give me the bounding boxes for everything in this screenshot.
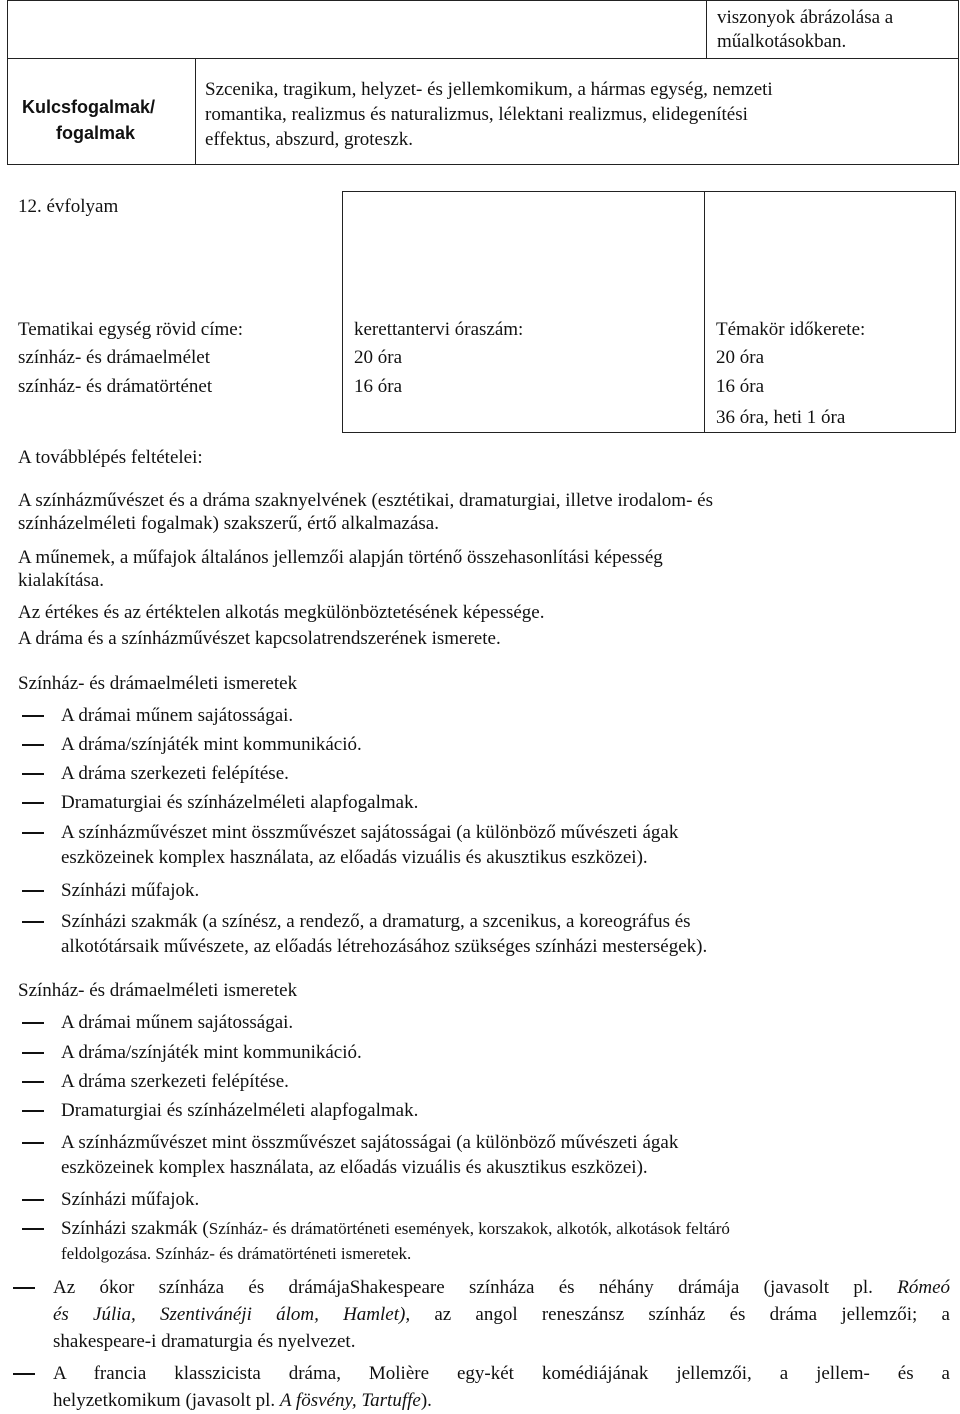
history-item-1-titles: és Júlia, Szentivánéji álom, Hamlet), bbox=[53, 1304, 411, 1325]
topics-header-timeframe: Témakör időkerete: bbox=[716, 319, 866, 340]
history-item-1-line-2: az angol reneszánsz színház és dráma jellemzői; a bbox=[434, 1304, 950, 1325]
topics-total: 36 óra, heti 1 óra bbox=[716, 407, 846, 428]
dash-bullet-icon bbox=[13, 1287, 35, 1289]
section-2-item bbox=[18, 1098, 948, 1123]
section-1-item bbox=[18, 761, 948, 786]
item-text: A dráma szerkezeti felépítése. bbox=[61, 763, 289, 784]
key-concepts-label-1: Kulcsfogalmak/ bbox=[22, 97, 156, 117]
dash-bullet-icon bbox=[22, 1199, 44, 1201]
item-text: A drámai műnem sajátosságai. bbox=[61, 705, 294, 726]
history-item-1-line-1: Az ókor színháza és drámájaShakespeare színháza és néhány drámája (javasolt pl. bbox=[53, 1277, 873, 1298]
topic-row-1-hours: 20 óra bbox=[354, 347, 403, 368]
dash-bullet-icon bbox=[13, 1373, 35, 1375]
section-2-heading: Színház- és drámaelméleti ismeretek bbox=[18, 980, 298, 1001]
section-2-item bbox=[18, 1187, 948, 1212]
history-item-2 bbox=[10, 1360, 950, 1414]
item-text-line: Színházi szakmák (a színész, a rendező, a dramaturg, a szcenikus, a koreográfus és bbox=[61, 911, 691, 932]
section-2-item-last bbox=[18, 1216, 948, 1268]
history-item-2-line-2-end: ). bbox=[420, 1390, 432, 1411]
section-1-item bbox=[18, 703, 948, 728]
condition-1-line-1: A színházművészet és a dráma szaknyelvének (esztétikai, dramaturgiai, illetve irodalom- és bbox=[18, 490, 713, 511]
key-concepts-text-3: effektus, abszurd, groteszk. bbox=[205, 129, 414, 150]
grade-heading: 12. évfolyam bbox=[18, 196, 119, 217]
dash-bullet-icon bbox=[22, 921, 44, 923]
item-text: A dráma/színjáték mint kommunikáció. bbox=[61, 734, 362, 755]
topics-col-divider-2 bbox=[704, 191, 705, 432]
item-text-line: eszközeinek komplex használata, az előadás vizuális és akusztikus eszközei). bbox=[61, 1157, 648, 1178]
condition-4: A dráma és a színházművészet kapcsolatrendszerének ismerete. bbox=[18, 628, 501, 649]
history-item-1 bbox=[10, 1274, 950, 1359]
dash-bullet-icon bbox=[22, 1110, 44, 1112]
item-text-line: A színházművészet mint összművészet sajátosságai (a különböző művészeti ágak bbox=[61, 822, 679, 843]
condition-3: Az értékes és az értéktelen alkotás megkülönböztetésének képessége. bbox=[18, 602, 545, 623]
item-text-line: eszközeinek komplex használata, az előadás vizuális és akusztikus eszközei). bbox=[61, 847, 648, 868]
topic-row-1-timeframe: 20 óra bbox=[716, 347, 765, 368]
key-concepts-text-2: romantika, realizmus és naturalizmus, lélektani realizmus, elidegenítési bbox=[205, 104, 748, 125]
item-text-start: Színházi szakmák ( bbox=[61, 1218, 209, 1239]
topics-top-border bbox=[342, 191, 956, 192]
section-1-heading: Színház- és drámaelméleti ismeretek bbox=[18, 673, 298, 694]
history-item-2-line-2: helyzetkomikum (javasolt pl. bbox=[53, 1390, 276, 1411]
dash-bullet-icon bbox=[22, 1142, 44, 1144]
dash-bullet-icon bbox=[22, 890, 44, 892]
dash-bullet-icon bbox=[22, 744, 44, 746]
progression-label: A továbblépés feltételei: bbox=[18, 447, 203, 468]
topic-row-1-title: színház- és drámaelmélet bbox=[18, 347, 211, 368]
table-divider-vertical-top bbox=[706, 0, 707, 58]
item-text-line: alkotótársaik művészete, az előadás létrehozásához szükséges színházi mesterségek). bbox=[61, 936, 708, 957]
condition-2-line-2: kialakítása. bbox=[18, 570, 104, 591]
section-2-item bbox=[18, 1040, 948, 1065]
section-2-item bbox=[18, 1130, 948, 1182]
history-item-2-line-1: A francia klasszicista dráma, Molière egy-két komédiájának jellemzői, a jellem- és a bbox=[53, 1363, 950, 1384]
dash-bullet-icon bbox=[22, 715, 44, 717]
item-text-line: A színházművészet mint összművészet sajátosságai (a különböző művészeti ágak bbox=[61, 1132, 679, 1153]
topic-row-2-timeframe: 16 óra bbox=[716, 376, 765, 397]
item-text: Színházi műfajok. bbox=[61, 1189, 200, 1210]
topics-header-hours: kerettantervi óraszám: bbox=[354, 319, 524, 340]
topic-row-2-hours: 16 óra bbox=[354, 376, 403, 397]
topics-right-border bbox=[955, 191, 956, 432]
section-2-item bbox=[18, 1010, 948, 1035]
item-text-small: Színház- és drámatörténeti események, korszakok, alkotók, alkotások feltáró bbox=[208, 1219, 730, 1238]
dash-bullet-icon bbox=[22, 1081, 44, 1083]
section-1-item bbox=[18, 878, 948, 903]
key-concepts-text-1: Szcenika, tragikum, helyzet- és jellemkomikum, a hármas egység, nemzeti bbox=[205, 79, 773, 100]
table-divider-horizontal bbox=[7, 58, 959, 59]
dash-bullet-icon bbox=[22, 832, 44, 834]
section-1-item bbox=[18, 909, 948, 961]
section-1-item bbox=[18, 790, 948, 815]
history-item-2-titles: A fösvény, Tartuffe bbox=[279, 1390, 421, 1411]
item-text: Dramaturgiai és színházelméleti alapfogalmak. bbox=[61, 792, 419, 813]
dash-bullet-icon bbox=[22, 773, 44, 775]
section-1-item bbox=[18, 820, 948, 872]
key-concepts-label-2: fogalmak bbox=[56, 123, 136, 143]
history-item-1-line-3: shakespeare-i dramaturgia és nyelvezet. bbox=[53, 1331, 356, 1352]
dash-bullet-icon bbox=[22, 1052, 44, 1054]
item-text: A dráma szerkezeti felépítése. bbox=[61, 1071, 289, 1092]
item-text: Színházi műfajok. bbox=[61, 880, 200, 901]
condition-1-line-2: színházelméleti fogalmak) szakszerű, értő alkalmazása. bbox=[18, 513, 439, 534]
item-text: Dramaturgiai és színházelméleti alapfogalmak. bbox=[61, 1100, 419, 1121]
right-cell-line-2: műalkotásokban. bbox=[717, 31, 847, 52]
topic-row-2-title: színház- és drámatörténet bbox=[18, 376, 213, 397]
item-text: A dráma/színjáték mint kommunikáció. bbox=[61, 1042, 362, 1063]
dash-bullet-icon bbox=[22, 1228, 44, 1230]
history-item-1-title: Rómeó bbox=[897, 1277, 950, 1298]
topics-header-title: Tematikai egység rövid címe: bbox=[18, 319, 244, 340]
section-2-item bbox=[18, 1069, 948, 1094]
item-text: A drámai műnem sajátosságai. bbox=[61, 1012, 294, 1033]
right-cell-line-1: viszonyok ábrázolása a bbox=[717, 7, 894, 28]
dash-bullet-icon bbox=[22, 1022, 44, 1024]
topics-col-divider-1 bbox=[342, 191, 343, 432]
topics-bottom-border-mid bbox=[342, 432, 956, 433]
item-text-line: feldolgozása. Színház- és drámatörténeti ismeretek. bbox=[61, 1244, 412, 1263]
table-divider-vertical bbox=[195, 58, 196, 165]
dash-bullet-icon bbox=[22, 802, 44, 804]
condition-2-line-1: A műnemek, a műfajok általános jellemzői alapján történő összehasonlítási képesség bbox=[18, 547, 663, 568]
section-1-item bbox=[18, 732, 948, 757]
